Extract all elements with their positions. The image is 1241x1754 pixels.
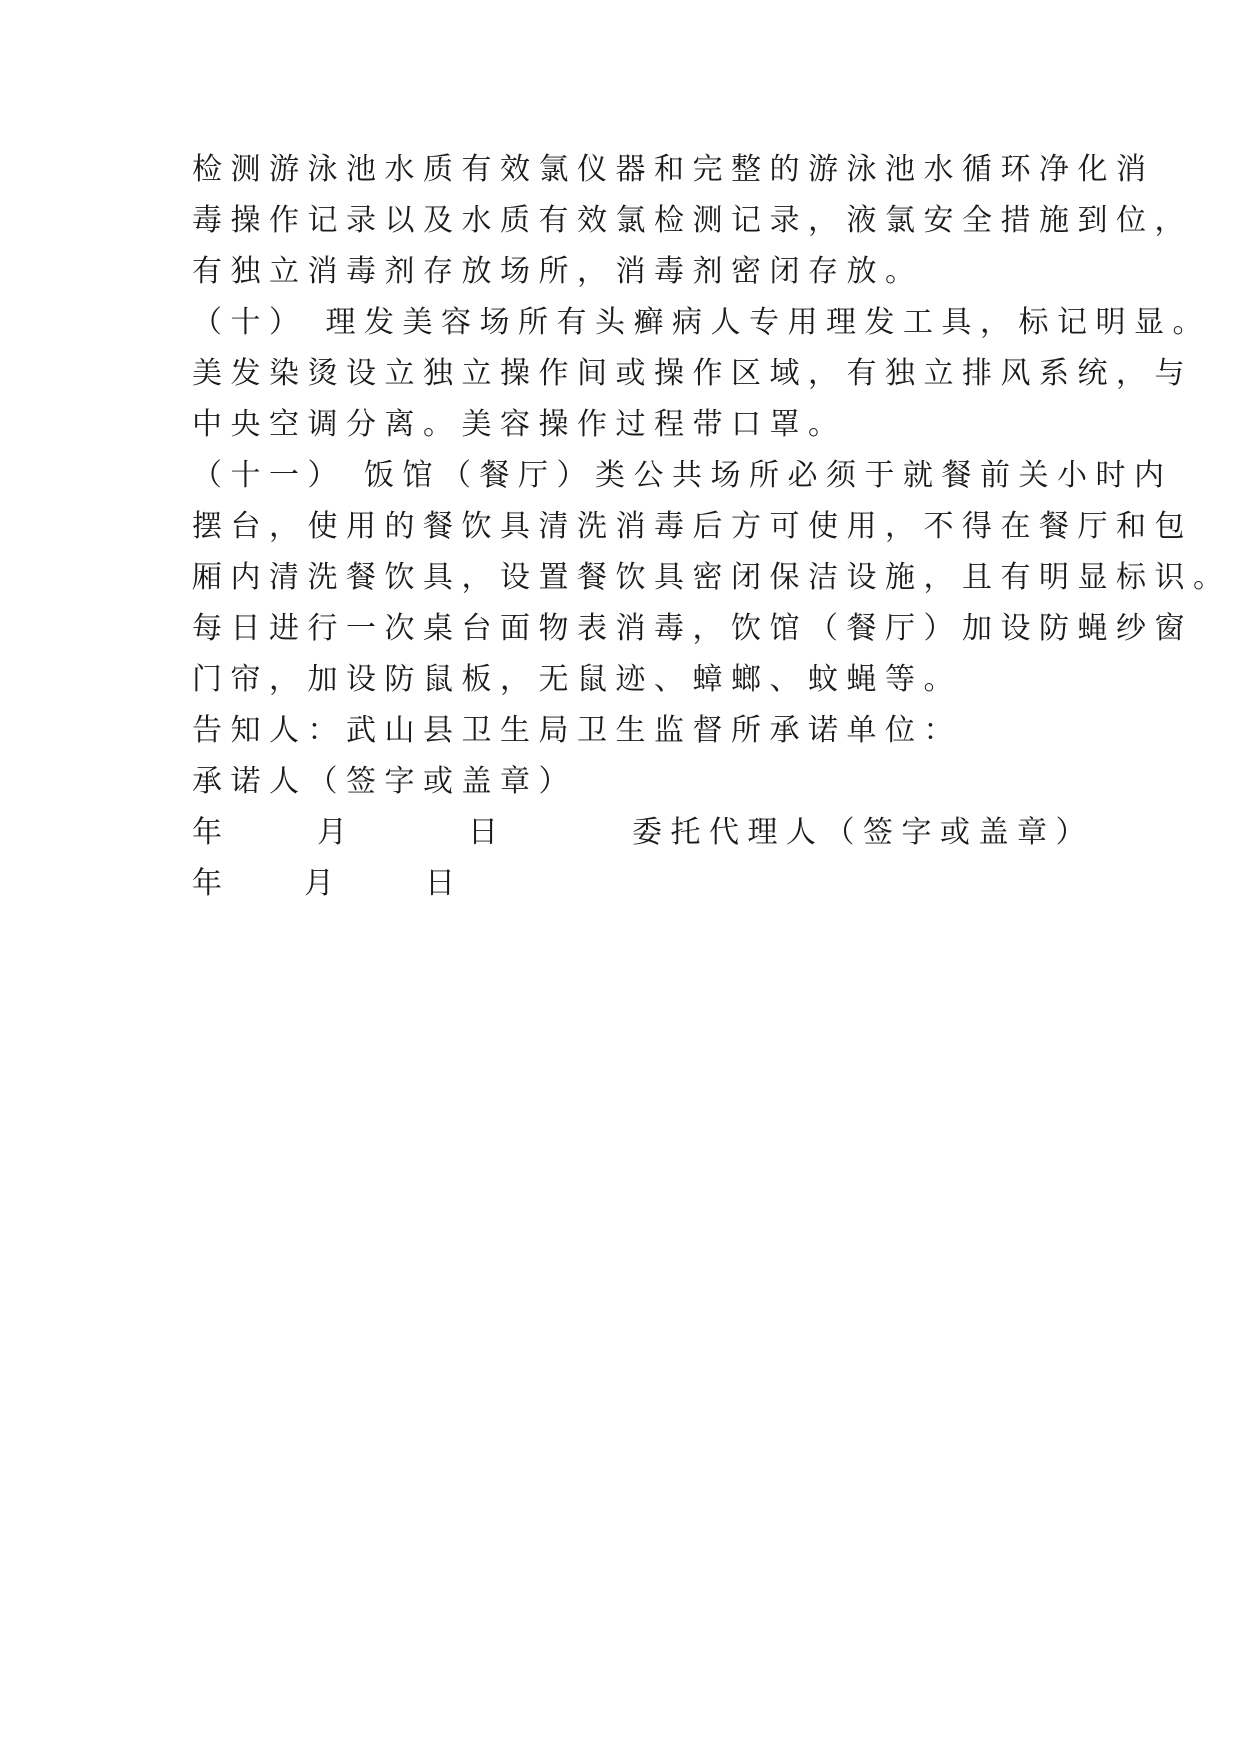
section-eleven-heading-line: （十一） 饭馆（餐厅）类公共场所必须于就餐前关小时内 xyxy=(192,458,1173,493)
body-line: 厢内清洗餐饮具，设置餐饮具密闭保洁设施，且有明显标识。 xyxy=(192,560,1232,595)
committer-signature-line: 承诺人（签字或盖章） xyxy=(192,764,577,799)
body-line: 毒操作记录以及水质有效氯检测记录，液氯安全措施到位， xyxy=(192,203,1193,238)
date-month-label: 月 xyxy=(317,815,356,850)
body-line: 有独立消毒剂存放场所，消毒剂密闭存放。 xyxy=(192,254,924,289)
date-agent-line xyxy=(192,813,1092,853)
date-month-label: 月 xyxy=(304,866,343,901)
agent-signature-label: 委托代理人（签字或盖章） xyxy=(632,815,1094,850)
body-line: 中央空调分离。美容操作过程带口罩。 xyxy=(192,407,847,442)
body-line: 美发染烫设立独立操作间或操作区域，有独立排风系统，与 xyxy=(192,356,1193,391)
body-line: 检测游泳池水质有效氯仪器和完整的游泳池水循环净化消 xyxy=(192,152,1155,187)
date-line xyxy=(192,864,592,904)
section-ten-heading-line: （十） 理发美容场所有头癣病人专用理发工具，标记明显。 xyxy=(192,305,1212,340)
notifier-line: 告知人：武山县卫生局卫生监督所承诺单位： xyxy=(192,713,962,748)
body-line: 摆台，使用的餐饮具清洗消毒后方可使用，不得在餐厅和包 xyxy=(192,509,1193,544)
date-year-label: 年 xyxy=(192,815,231,850)
body-line: 门帘，加设防鼠板，无鼠迹、蟑螂、蚊蝇等。 xyxy=(192,662,962,697)
date-year-label: 年 xyxy=(192,866,231,901)
date-day-label: 日 xyxy=(425,866,464,901)
body-line: 每日进行一次桌台面物表消毒，饮馆（餐厅）加设防蝇纱窗 xyxy=(192,611,1193,646)
date-day-label: 日 xyxy=(468,815,507,850)
